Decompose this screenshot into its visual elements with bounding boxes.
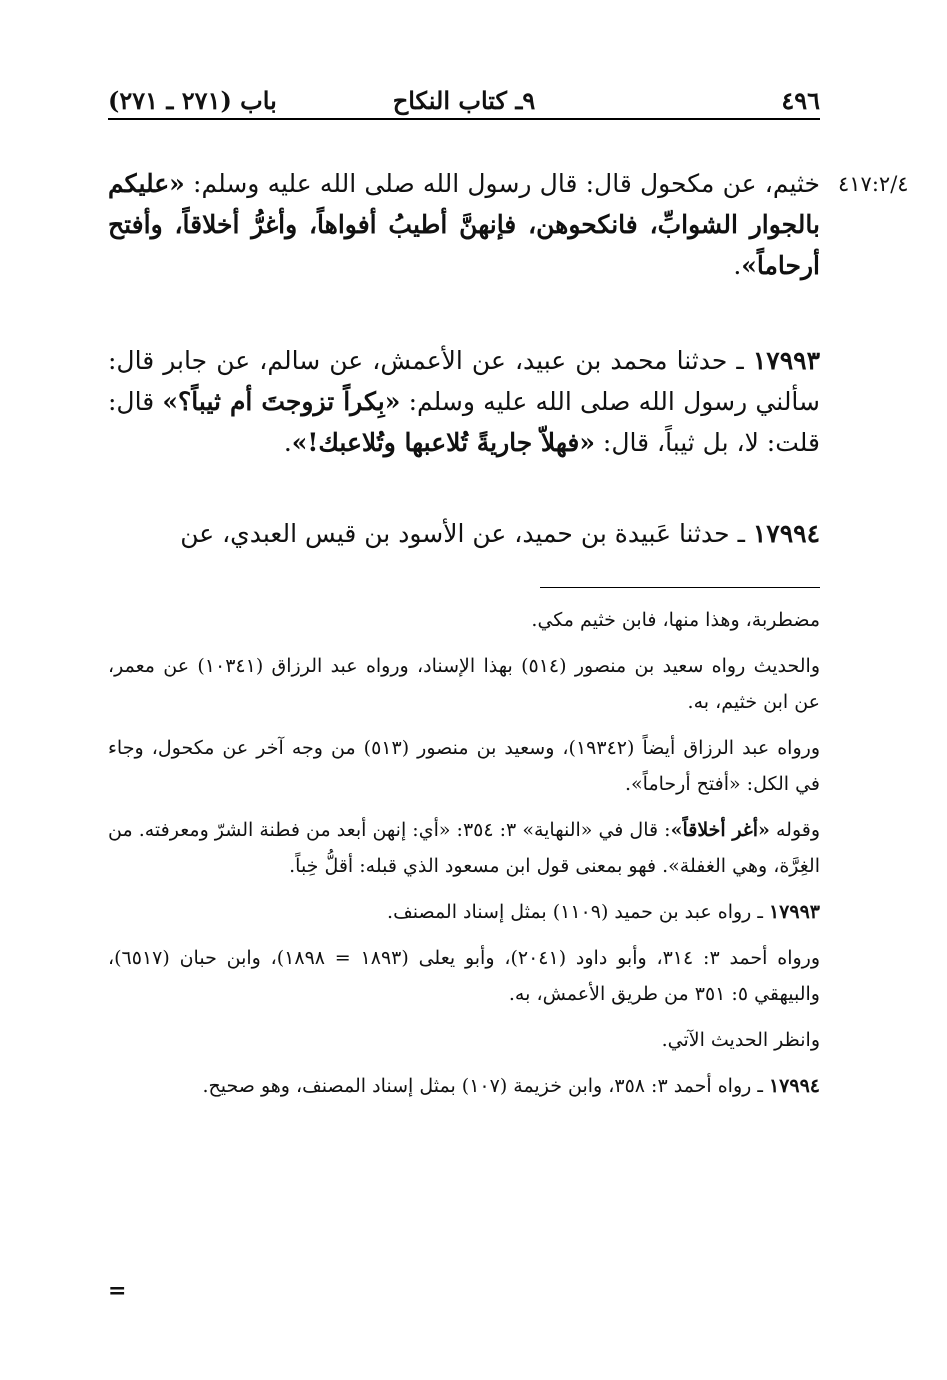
footnote-line: مضطربة، وهذا منها، فابن خثيم مكي. xyxy=(531,609,820,631)
footnote-line: ورواه عبد الرزاق أيضاً (١٩٣٤٢)، وسعيد بن منصور (٥١٣) من وجه آخر عن مكحول، وجاء في الكل: «أفتح أرحاماً». xyxy=(108,737,820,795)
page-header xyxy=(108,80,820,120)
book-title: ٩ـ كتاب النكاح xyxy=(392,86,536,115)
hadith-text xyxy=(108,163,820,286)
footnote-line xyxy=(108,812,820,884)
hadith-narration: قال: قلت: لا، بل ثيباً، قال: xyxy=(108,387,820,457)
hadith-17993 xyxy=(108,340,820,463)
hadith-text xyxy=(108,513,820,554)
hadith-17994 xyxy=(108,513,820,554)
footnote-line xyxy=(108,1068,820,1104)
hadith-quote: «عليكم بالجوار الشوابِّ، فانكحوهن، فإنهنَّ أطيبُ أفواهاً، وأغرُّ أخلاقاً، وأفتح أرحاماً» xyxy=(108,169,820,280)
footnote-text: : قال في «النهاية» ٣: ٣٥٤: «أي: إنهن أبعد من فطنة الشرّ ومعرفته. من الغِرَّة، وهي الغفلة». فهو بمعنى قول ابن مسعود الذي قبله: أقلُّ خِباً. xyxy=(108,819,820,877)
page-number: ٤٩٦ xyxy=(781,86,820,115)
hadith-continuation xyxy=(108,163,820,286)
continuation-mark: = xyxy=(108,1278,127,1304)
margin-reference: ٤١٧:٢/٤ xyxy=(838,172,909,196)
footnote-separator xyxy=(540,587,820,588)
hadith-chain: ـ حدثنا عَبيدة بن حميد، عن الأسود بن قيس العبدي، عن xyxy=(180,519,753,548)
hadith-chain: خثيم، عن مكحول قال: قال رسول الله صلى الله عليه وسلم: xyxy=(184,169,820,198)
hadith-number: ١٧٩٩٤ xyxy=(752,519,820,548)
footnote-line: وانظر الحديث الآتي. xyxy=(661,1029,820,1051)
hadith-quote: «بِكراً تزوجتَ أم ثيباً؟» xyxy=(162,387,401,416)
chapter-reference: باب (٢٧١ ـ ٢٧١) xyxy=(108,86,277,115)
footnote-text: ـ رواه أحمد ٣: ٣٥٨، وابن خزيمة (١٠٧) بمثل إسناد المصنف، وهو صحيح. xyxy=(202,1075,769,1097)
footnote-line xyxy=(108,894,820,930)
footnote-hadith-number: ١٧٩٩٤ xyxy=(768,1075,820,1097)
hadith-chain: ـ حدثنا محمد بن عبيد، عن الأعمش، عن سالم، عن جابر قال: سألني رسول الله صلى الله عليه وسلم: xyxy=(108,346,820,416)
footnotes xyxy=(108,602,820,1114)
hadith-end: . xyxy=(733,251,742,280)
hadith-end: . xyxy=(283,428,292,457)
footnote-quote: «أغر أخلاقاً» xyxy=(670,819,770,841)
footnote-text: وقوله xyxy=(769,819,821,841)
hadith-number: ١٧٩٩٣ xyxy=(752,346,820,375)
hadith-quote: «فهلاّ جاريةً تُلاعبها وتُلاعبك!» xyxy=(291,428,595,457)
footnote-hadith-number: ١٧٩٩٣ xyxy=(768,901,820,923)
hadith-text xyxy=(108,340,820,463)
footnote-line: ورواه أحمد ٣: ٣١٤، وأبو داود (٢٠٤١)، وأبو يعلى (١٨٩٣ = ١٨٩٨)، وابن حبان (٦٥١٧)، والبيهقي ٥: ٣٥١ من طريق الأعمش، به. xyxy=(108,947,821,1005)
footnote-text: ـ رواه عبد بن حميد (١١٠٩) بمثل إسناد المصنف. xyxy=(387,901,769,923)
footnote-line: والحديث رواه سعيد بن منصور (٥١٤) بهذا الإسناد، ورواه عبد الرزاق (١٠٣٤١) عن معمر، عن ابن خثيم، به. xyxy=(108,655,820,713)
